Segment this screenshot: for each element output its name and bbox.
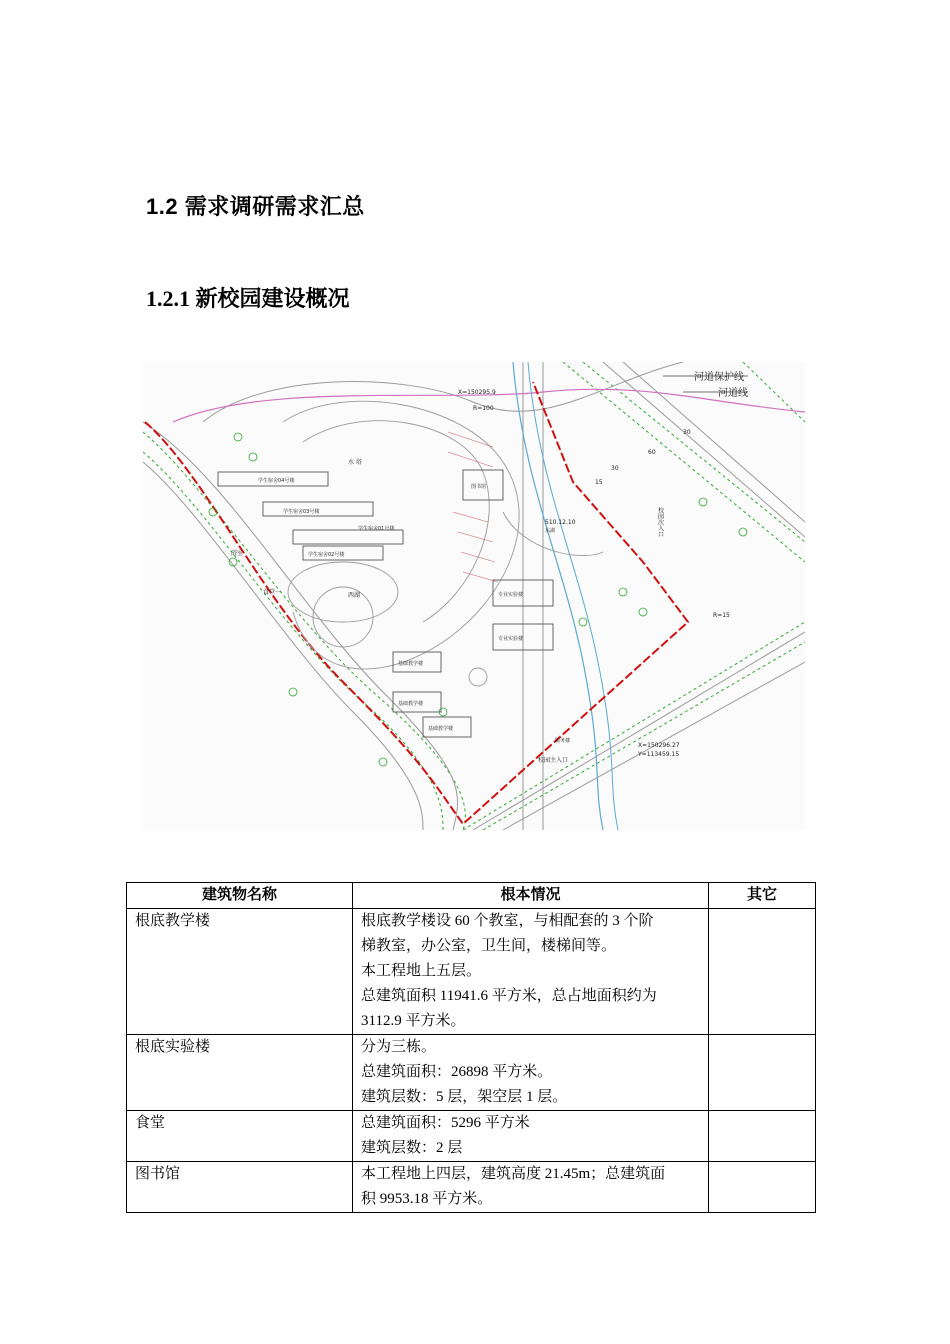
building-info-table xyxy=(126,882,816,1213)
west-lake-label: 西湖 xyxy=(348,592,361,599)
lab-2-label: 专业实验楼 xyxy=(498,636,524,642)
building-name-cell: 食堂 xyxy=(127,1111,353,1162)
dim-30b-label: 30 xyxy=(611,465,619,472)
section-heading: 1.2 需求调研需求汇总 xyxy=(146,194,365,219)
coord-3-label: Y=113459.15 xyxy=(638,751,680,758)
dim-30a-label: 30 xyxy=(683,429,691,436)
info-line: 分为三栋。 xyxy=(361,1039,437,1055)
table-row xyxy=(127,1035,816,1111)
info-line: 本工程地上四层，建筑高度 21.45m；总建筑面 xyxy=(361,1166,666,1182)
header-building-name: 建筑物名称 xyxy=(127,883,353,909)
info-line: 梯教室，办公室，卫生间，楼梯间等。 xyxy=(361,938,617,954)
info-line: 根底教学楼设 60 个教室，与相配套的 3 个阶 xyxy=(361,913,654,929)
site-plan-drawing xyxy=(143,362,805,830)
library-label: 图书馆 xyxy=(471,484,487,490)
info-line: 3112.9 平方米。 xyxy=(361,1013,466,1029)
info-line: 积 9953.18 平方米。 xyxy=(361,1191,493,1207)
water-tower-label: 水 塔 xyxy=(348,459,362,466)
building-info-cell xyxy=(353,909,709,1035)
info-line: 总建筑面积：26898 平方米。 xyxy=(361,1064,553,1080)
building-name-cell: 图书馆 xyxy=(127,1162,353,1213)
dim-60-label: 60 xyxy=(648,449,656,456)
info-line: 本工程地上五层。 xyxy=(361,963,482,979)
info-line: 总建筑面积：5296 平方米 xyxy=(361,1115,530,1131)
table-row xyxy=(127,1111,816,1162)
dorm-1-label: 学生宿舍01号楼 xyxy=(358,526,395,532)
dorm-2-label: 学生宿舍02号楼 xyxy=(308,552,345,558)
canteen-label: 食堂一 xyxy=(263,589,282,596)
coord-1-label: X=150295.9 xyxy=(458,389,496,396)
service-label: 服务楼 xyxy=(555,738,571,744)
east-lake-label: 东湖 xyxy=(545,528,556,534)
building-name-cell: 根底实验楼 xyxy=(127,1035,353,1111)
building-info-cell xyxy=(353,1111,709,1162)
building-info-cell xyxy=(353,1162,709,1213)
header-other: 其它 xyxy=(709,883,816,909)
bath-label: 浴室 xyxy=(231,550,244,557)
info-line: 总建筑面积 11941.6 平方米，总占地面积约为 xyxy=(361,988,657,1004)
radius-100-label: R=100 xyxy=(473,405,494,412)
main-gate-label: 校园主入口 xyxy=(538,757,569,764)
other-cell xyxy=(709,909,816,1035)
other-cell xyxy=(709,1035,816,1111)
dim-15-label: 15 xyxy=(595,479,603,486)
subsection-heading: 1.2.1 新校园建设概况 xyxy=(146,286,350,311)
campus-site-plan xyxy=(143,362,805,830)
building-name-cell: 根底教学楼 xyxy=(127,909,353,1035)
radius-15-label: R=15 xyxy=(713,612,730,619)
table-row xyxy=(127,1162,816,1213)
other-cell xyxy=(709,1111,816,1162)
teach-3-label: 基础教学楼 xyxy=(428,726,454,732)
coord-2-label: X=150296.27 xyxy=(638,742,680,749)
dorm-4-label: 学生宿舍04号楼 xyxy=(258,478,295,484)
teach-2-label: 基础教学楼 xyxy=(398,701,424,707)
secondary-gate-label: 校园次入口 xyxy=(656,507,664,537)
building-info-cell xyxy=(353,1035,709,1111)
lab-1-label: 专业实验楼 xyxy=(498,592,524,598)
table-header-row xyxy=(127,883,816,909)
other-cell xyxy=(709,1162,816,1213)
river-line-label: 河道线 xyxy=(718,388,748,399)
info-line: 建筑层数：5 层，架空层 1 层。 xyxy=(361,1089,568,1105)
teach-1-label: 基础教学楼 xyxy=(398,661,424,667)
elevation-label: 510.12.10 xyxy=(545,519,576,526)
table-row xyxy=(127,909,816,1035)
dorm-3-label: 学生宿舍03号楼 xyxy=(283,509,320,515)
info-line: 建筑层数：2 层 xyxy=(361,1140,463,1156)
header-basic-info: 根本情况 xyxy=(353,883,709,909)
river-protect-line-label: 河道保护线 xyxy=(694,372,744,383)
